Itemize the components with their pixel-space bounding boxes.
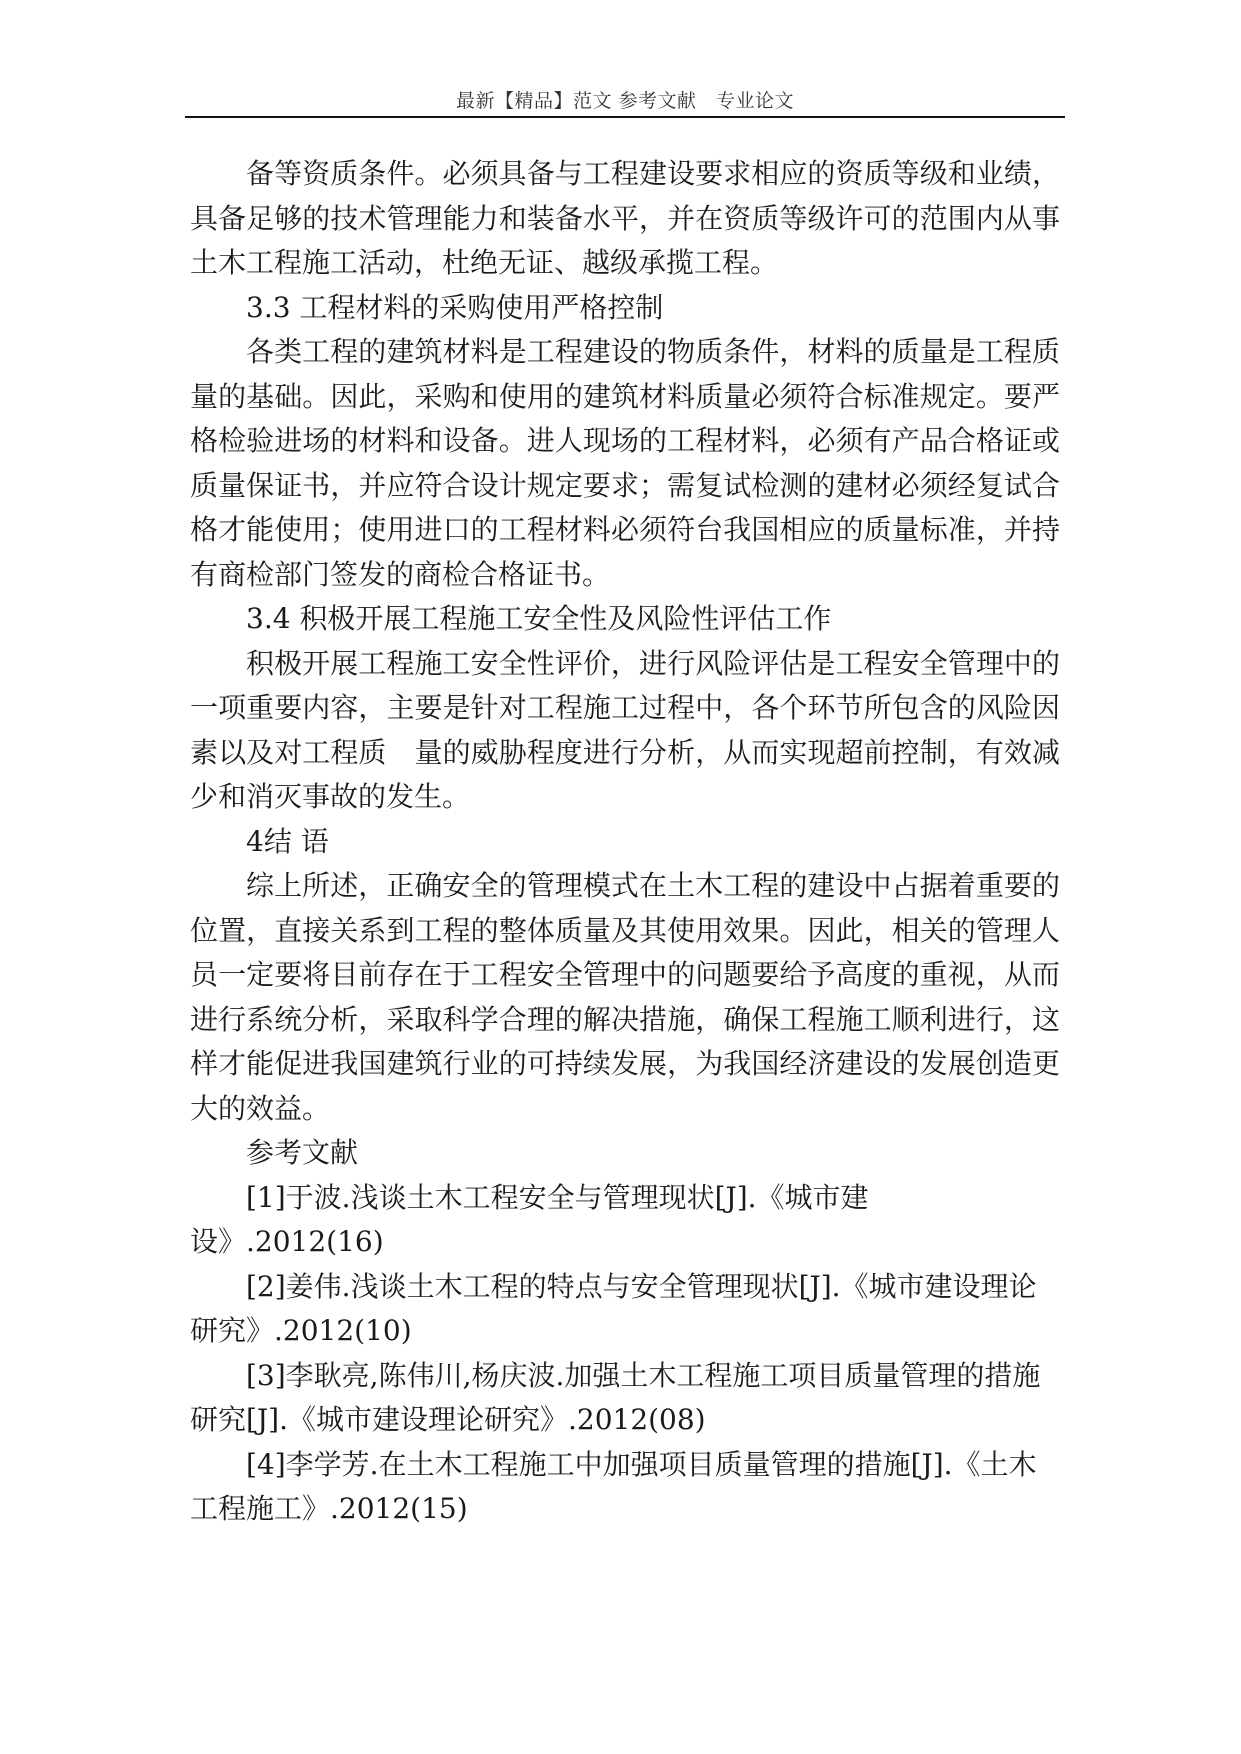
- paragraph-qualification: 备等资质条件。必须具备与工程建设要求相应的资质等级和业绩，具备足够的技术管理能力和装备水平，并在资质等级许可的范围内从事土木工程施工活动，杜绝无证、越级承揽工程。: [190, 157, 1060, 279]
- document-body: [190, 152, 1060, 1532]
- reference-item: [3]李耿亮,陈伟川,杨庆波.加强土木工程施工项目质量管理的措施研究[J].《城市建设理论研究》.2012(08): [190, 1358, 1041, 1436]
- section-heading-3-3: 3.3 工程材料的采购使用严格控制: [246, 290, 664, 324]
- references-title: 参考文献: [246, 1136, 359, 1169]
- page-header: 最新【精品】范文 参考文献 专业论文: [455, 90, 795, 112]
- paragraph-risk-assessment: 积极开展工程施工安全性评价，进行风险评估是工程安全管理中的一项重要内容，主要是针对工程施工过程中，各个环节所包含的风险因素以及对工程质 量的威胁程度进行分析，从而实现超前控制，有效减少和消灭事故的发生。: [190, 646, 1060, 813]
- paragraph-conclusion: 综上所述，正确安全的管理模式在土木工程的建设中占据着重要的位置，直接关系到工程的整体质量及其使用效果。因此，相关的管理人员一定要将目前存在于工程安全管理中的问题要给予高度的重视，从而进行系统分析，采取科学合理的解决措施，确保工程施工顺利进行，这样才能促进我国建筑行业的可持续发展，为我国经济建设的发展创造更大的效益。: [190, 869, 1060, 1125]
- reference-item: [1]于波.浅谈土木工程安全与管理现状[J].《城市建设》.2012(16): [190, 1180, 869, 1258]
- header-rule: [185, 116, 1065, 118]
- reference-item: [2]姜伟.浅谈土木工程的特点与安全管理现状[J].《城市建设理论研究》.2012(10): [190, 1269, 1037, 1347]
- section-heading-4: 4结 语: [246, 824, 329, 858]
- paragraph-materials: 各类工程的建筑材料是工程建设的物质条件，材料的质量是工程质量的基础。因此，采购和使用的建筑材料质量必须符合标准规定。要严格检验进场的材料和设备。进人现场的工程材料，必须有产品合格证或质量保证书，并应符合设计规定要求；需复试检测的建材必须经复试合格才能使用；使用进口的工程材料必须符台我国相应的质量标准，并持有商检部门签发的商检合格证书。: [190, 335, 1060, 591]
- section-heading-3-4: 3.4 积极开展工程施工安全性及风险性评估工作: [246, 602, 832, 635]
- reference-item: [4]李学芳.在土木工程施工中加强项目质量管理的措施[J].《土木工程施工》.2012(15): [190, 1447, 1037, 1525]
